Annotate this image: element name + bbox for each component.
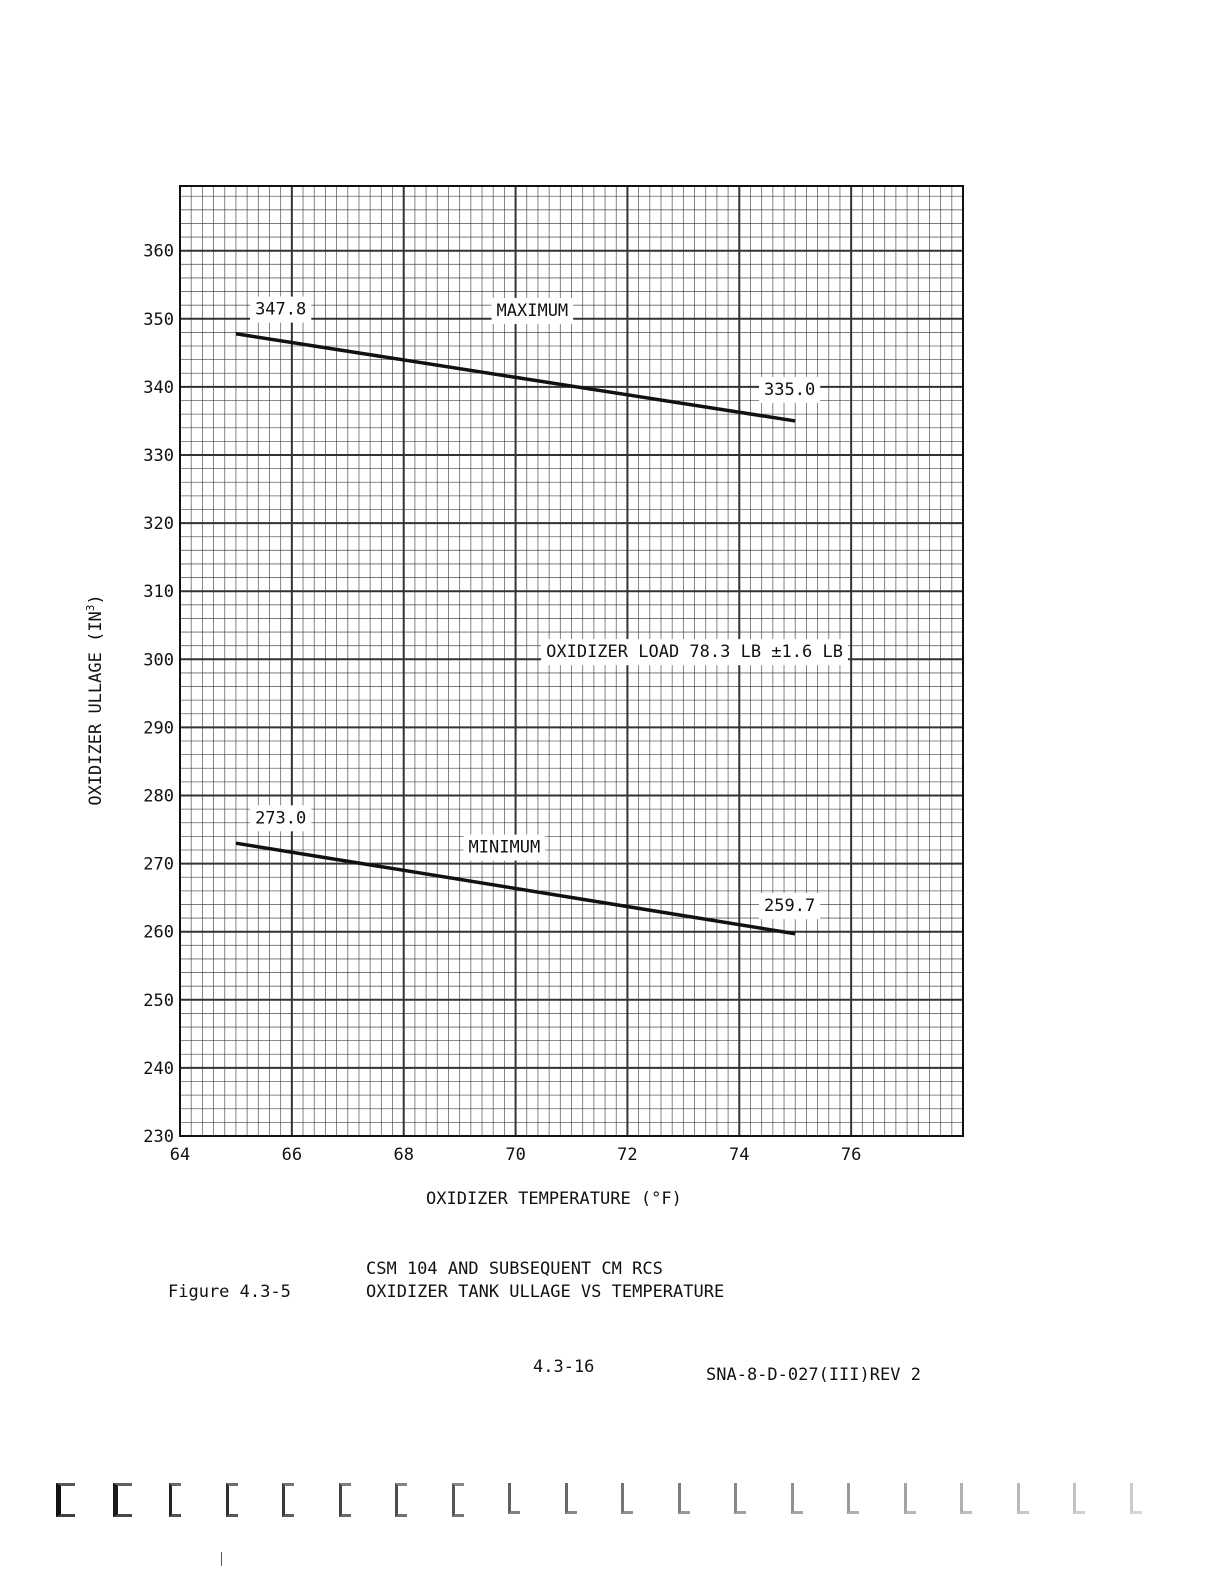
page-number: 4.3-16 [533,1357,595,1377]
y-axis-title: OXIDIZER ULLAGE $(IN^3)$ [84,594,106,806]
annotation-label [464,835,546,861]
x-tick-label: 68 [393,1145,414,1165]
annotation-label [250,805,311,831]
y-tick-label: 310 [143,582,174,603]
x-tick-label: 70 [505,1145,526,1165]
y-tick-label: 300 [143,650,174,671]
film-edge-mark [621,1483,633,1514]
x-tick-label: 64 [169,1145,191,1165]
film-edge-mark [226,1483,238,1517]
tick-labels [143,242,861,1165]
annotation-label [759,893,820,919]
annotation-text: 347.8 [255,299,307,320]
film-edge-marks [56,1483,1156,1523]
annotation-label [759,377,820,403]
caption-line-1: CSM 104 AND SUBSEQUENT CM RCS [366,1259,663,1279]
annotation-label [541,639,848,665]
film-edge-mark [282,1483,294,1517]
y-tick-label: 360 [143,241,174,262]
annotation-text: 273.0 [255,808,307,829]
edge-tick-mark [221,1552,222,1566]
y-tick-label: 330 [143,445,174,466]
film-edge-mark [960,1483,972,1514]
film-edge-mark [1130,1483,1142,1514]
film-edge-mark [565,1483,577,1514]
annotation-text: OXIDIZER LOAD 78.3 LB ±1.6 LB [546,642,843,663]
annotation-text: 335.0 [764,379,816,400]
film-edge-mark [56,1483,75,1517]
film-edge-mark [678,1483,690,1514]
annotation-text: 259.7 [764,896,816,917]
annotation-text: MINIMUM [468,837,541,858]
film-edge-mark [791,1483,803,1514]
y-tick-label: 340 [143,377,174,398]
caption-line-2: OXIDIZER TANK ULLAGE VS TEMPERATURE [366,1282,725,1302]
x-tick-label: 76 [840,1145,862,1165]
film-edge-mark [847,1483,859,1514]
film-edge-mark [113,1483,132,1517]
y-tick-label: 260 [143,922,174,943]
y-tick-label: 250 [143,990,174,1011]
x-tick-label: 72 [617,1145,638,1165]
x-axis-title: OXIDIZER TEMPERATURE (°F) [426,1189,682,1209]
y-tick-label: 230 [143,1127,174,1147]
film-edge-mark [734,1483,746,1514]
document-number: SNA-8-D-027(III)REV 2 [706,1365,921,1385]
y-tick-label: 350 [143,309,174,330]
y-tick-label: 290 [143,718,174,739]
y-tick-label: 280 [143,786,174,807]
film-edge-mark [1017,1483,1029,1514]
film-edge-mark [452,1483,464,1517]
film-edge-mark [339,1483,351,1517]
film-edge-mark [508,1483,520,1514]
y-tick-label: 320 [143,514,174,535]
y-tick-label: 270 [143,854,174,875]
figure-label: Figure 4.3-5 [168,1282,291,1302]
annotation-label [250,297,311,323]
film-edge-mark [1073,1483,1085,1514]
x-tick-label: 74 [729,1145,750,1165]
film-edge-mark [169,1483,181,1517]
x-tick-label: 66 [281,1145,303,1165]
annotation-text: MAXIMUM [496,300,569,321]
y-tick-label: 240 [143,1058,174,1079]
film-edge-mark [395,1483,407,1517]
annotation-label [492,298,574,324]
film-edge-mark [904,1483,916,1514]
